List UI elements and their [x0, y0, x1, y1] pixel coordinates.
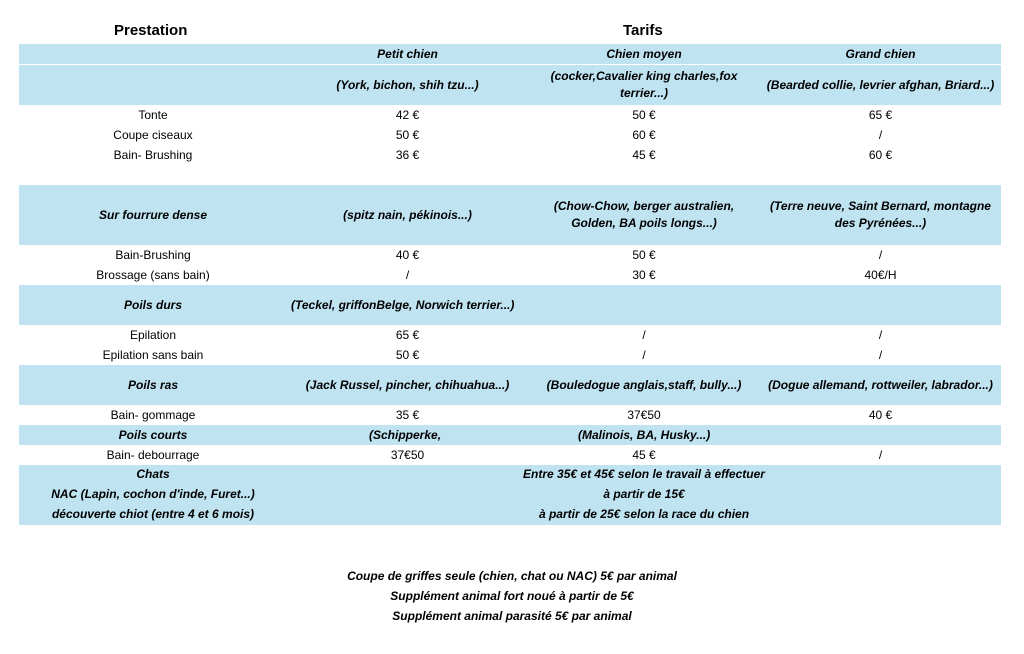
table-row	[19, 105, 1001, 125]
special-label: découverte chiot (entre 4 et 6 mois)	[51, 507, 255, 521]
price-cell: 37€50	[627, 407, 661, 422]
price-cell: /	[405, 267, 410, 282]
breed-examples: (Schipperke,	[369, 428, 442, 442]
price-cell: 50 €	[632, 107, 656, 122]
breed-examples: (Teckel, griffonBelge, Norwich terrier...)	[291, 298, 515, 312]
price-cell: /	[878, 447, 883, 462]
price-cell: 65 €	[868, 107, 893, 122]
service-label: Epilation	[129, 327, 177, 342]
footer-note: Supplément animal fort noué à partir de 5€	[390, 589, 634, 603]
price-cell: 50 €	[395, 127, 420, 142]
price-cell: /	[878, 327, 883, 342]
table-row	[19, 445, 1001, 465]
prestation-header: Prestation	[114, 22, 188, 39]
price-cell: 50 €	[395, 347, 420, 362]
price-cell: 36 €	[395, 147, 420, 162]
section-fourrure-dense	[19, 185, 1001, 245]
price-cell: /	[642, 327, 646, 342]
special-services	[19, 465, 1001, 525]
table-row	[19, 265, 1001, 285]
table-row	[19, 125, 1001, 145]
breed-examples: (Chow-Chow, berger australien, Golden, BA poils longs...)	[553, 199, 735, 230]
service-label: Bain- Brushing	[113, 147, 193, 162]
price-cell: 45 €	[632, 147, 656, 162]
service-label: Epilation sans bain	[102, 347, 204, 362]
price-cell: /	[642, 347, 646, 362]
size-header-row	[19, 44, 1001, 64]
section-poils-durs	[19, 285, 1001, 325]
section-poils-ras	[19, 365, 1001, 405]
special-price: à partir de 15€	[603, 487, 685, 501]
table-row	[19, 325, 1001, 345]
examples-moyen: (cocker,Cavalier king charles,fox terrier...)	[550, 69, 738, 100]
table-row	[19, 145, 1001, 165]
breed-examples: (Terre neuve, Saint Bernard, montagne des Pyrénées...)	[770, 199, 991, 230]
price-cell: /	[878, 247, 883, 262]
service-label: Bain- gommage	[110, 407, 196, 422]
service-label: Bain-Brushing	[115, 247, 191, 262]
breed-examples: (Jack Russel, pincher, chihuahua...)	[305, 377, 510, 392]
price-cell: 50 €	[632, 247, 656, 262]
tarifs-header: Tarifs	[623, 22, 663, 39]
service-label: Coupe ciseaux	[113, 127, 193, 142]
price-cell: 45 €	[632, 447, 656, 462]
size-petit: Petit chien	[377, 46, 438, 61]
special-price: à partir de 25€ selon la race du chien	[538, 507, 750, 521]
service-label: Brossage (sans bain)	[96, 267, 210, 282]
examples-petit: (York, bichon, shih tzu...)	[336, 77, 479, 92]
table-row	[19, 245, 1001, 265]
section-title: Poils ras	[127, 377, 179, 392]
price-cell: 60 €	[632, 127, 656, 142]
section-poils-courts	[19, 425, 1001, 445]
price-cell: 30 €	[632, 267, 656, 282]
footer-note: Coupe de griffes seule (chien, chat ou NAC) 5€ par animal	[347, 569, 677, 583]
section-title: Poils courts	[118, 427, 188, 442]
special-price: Entre 35€ et 45€ selon le travail à effectuer	[523, 467, 765, 481]
price-cell: 60 €	[868, 147, 893, 162]
examples-grand: (Bearded collie, levrier afghan, Briard...)	[766, 77, 995, 92]
price-cell: /	[878, 127, 883, 142]
examples-row	[19, 64, 1001, 105]
price-cell: 37€50	[390, 447, 425, 462]
special-label: Chats	[136, 467, 170, 481]
price-cell: 42 €	[395, 107, 420, 122]
price-cell: 40 €	[395, 247, 420, 262]
service-label: Tonte	[138, 107, 168, 122]
price-table	[19, 44, 1001, 525]
special-label: NAC (Lapin, cochon d'inde, Furet...)	[51, 487, 255, 501]
table-row	[19, 405, 1001, 425]
breed-examples: (Dogue allemand, rottweiler, labrador...)	[768, 377, 993, 392]
section-title: Sur fourrure dense	[98, 207, 208, 222]
price-cell: 40€/H	[864, 267, 897, 282]
price-cell: 40 €	[868, 407, 893, 422]
price-cell: 65 €	[395, 327, 420, 342]
breed-examples: (spitz nain, pékinois...)	[343, 207, 472, 222]
size-moyen: Chien moyen	[606, 46, 682, 61]
breed-examples: (Bouledogue anglais,staff, bully...)	[546, 377, 742, 392]
breed-examples: (Malinois, BA, Husky...)	[578, 428, 711, 442]
table-row	[19, 345, 1001, 365]
service-label: Bain- debourrage	[106, 447, 200, 462]
price-cell: 35 €	[395, 407, 420, 422]
size-grand: Grand chien	[845, 46, 916, 61]
section-title: Poils durs	[123, 297, 182, 312]
footer-note: Supplément animal parasité 5€ par animal	[392, 609, 632, 623]
price-cell: /	[878, 347, 883, 362]
